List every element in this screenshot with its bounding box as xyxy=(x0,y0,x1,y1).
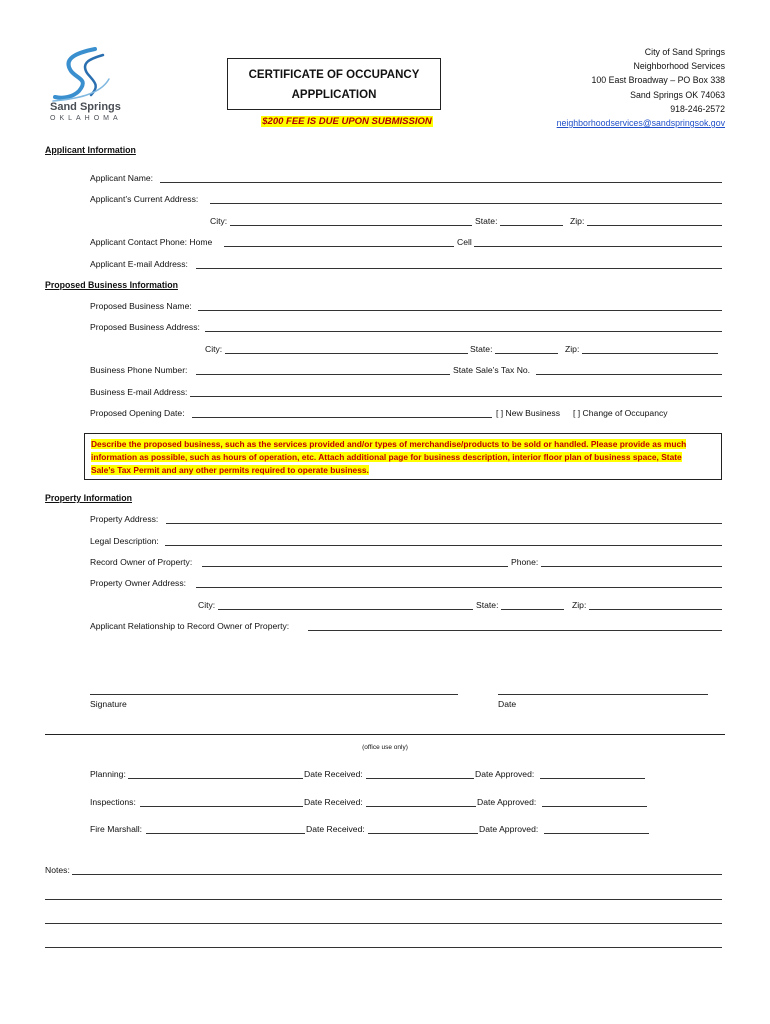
date-label: Date xyxy=(498,699,517,709)
property-address-label: Property Address: xyxy=(90,514,159,524)
swoosh-logo-icon xyxy=(45,45,125,105)
property-heading: Property Information xyxy=(45,493,132,503)
signature-field[interactable] xyxy=(90,694,458,695)
owner-address-label: Property Owner Address: xyxy=(90,578,187,588)
owner-phone-field[interactable] xyxy=(541,566,722,567)
relationship-field[interactable] xyxy=(308,630,722,631)
business-address-field[interactable] xyxy=(205,331,722,332)
applicant-phone-label: Applicant Contact Phone: Home xyxy=(90,237,213,247)
applicant-zip-label: Zip: xyxy=(570,216,585,226)
legal-description-field[interactable] xyxy=(165,545,722,546)
form-title-box xyxy=(227,58,441,110)
property-address-field[interactable] xyxy=(166,523,722,524)
planning-received-field[interactable] xyxy=(366,778,474,779)
applicant-address-label: Applicant’s Current Address: xyxy=(90,194,199,204)
logo-name: Sand Springs xyxy=(50,101,121,113)
office-received-label: Date Received: xyxy=(304,769,363,779)
applicant-email-field[interactable] xyxy=(196,268,722,269)
office-approved-label: Date Approved: xyxy=(477,797,537,807)
legal-description-label: Legal Description: xyxy=(90,536,159,546)
office-approved-label: Date Approved: xyxy=(479,824,539,834)
applicant-city-field[interactable] xyxy=(230,225,472,226)
business-state-label: State: xyxy=(470,344,493,354)
business-zip-label: Zip: xyxy=(565,344,580,354)
applicant-heading: Applicant Information xyxy=(45,145,136,155)
planning-approved-field[interactable] xyxy=(540,778,645,779)
fire-marshall-signoff-field[interactable] xyxy=(146,833,305,834)
contact-block xyxy=(557,45,725,130)
contact-line2: Neighborhood Services xyxy=(633,61,725,72)
business-city-label: City: xyxy=(205,344,223,354)
business-phone-field[interactable] xyxy=(196,374,450,375)
owner-state-field[interactable] xyxy=(501,609,564,610)
office-use-note: (office use only) xyxy=(362,744,408,751)
owner-zip-label: Zip: xyxy=(572,600,587,610)
describe-line3: Sale’s Tax Permit and any other permits required to operate business. xyxy=(91,465,369,475)
notes-line-1[interactable] xyxy=(72,874,722,875)
business-name-field[interactable] xyxy=(198,310,722,311)
applicant-home-phone-field[interactable] xyxy=(224,246,454,247)
form-title-line1: CERTIFICATE OF OCCUPANCY xyxy=(248,69,420,81)
opening-date-label: Proposed Opening Date: xyxy=(90,408,185,418)
owner-address-field[interactable] xyxy=(196,587,722,588)
business-email-field[interactable] xyxy=(190,396,722,397)
signature-label: Signature xyxy=(90,699,127,709)
business-heading: Proposed Business Information xyxy=(45,280,178,290)
applicant-email-label: Applicant E-mail Address: xyxy=(90,259,188,269)
business-state-field[interactable] xyxy=(495,353,558,354)
office-dept-label: Fire Marshall: xyxy=(90,824,143,834)
date-field[interactable] xyxy=(498,694,708,695)
office-dept-label: Planning: xyxy=(90,769,126,779)
form-title-line2: APPPLICATION xyxy=(291,89,377,101)
owner-phone-label: Phone: xyxy=(511,557,539,567)
applicant-address-field[interactable] xyxy=(210,203,722,204)
applicant-city-label: City: xyxy=(210,216,228,226)
inspections-approved-field[interactable] xyxy=(542,806,647,807)
applicant-name-label: Applicant Name: xyxy=(90,173,154,183)
inspections-received-field[interactable] xyxy=(366,806,476,807)
relationship-label: Applicant Relationship to Record Owner of Property: xyxy=(90,621,290,631)
planning-signoff-field[interactable] xyxy=(128,778,303,779)
logo-state: OKLAHOMA xyxy=(50,115,122,122)
describe-line1: Describe the proposed business, such as the services provided and/or types of merchandise/products to be sold or handled. Please provide as much xyxy=(91,439,687,449)
applicant-zip-field[interactable] xyxy=(587,225,722,226)
business-tax-label: State Sale’s Tax No. xyxy=(453,365,531,375)
contact-line3: 100 East Broadway – PO Box 338 xyxy=(591,75,725,86)
inspections-signoff-field[interactable] xyxy=(140,806,303,807)
describe-line2: information as possible, such as hours of operation, etc. Attach additional page for business description, interior floor plan of business space, State xyxy=(91,452,682,462)
describe-box[interactable] xyxy=(84,433,722,480)
applicant-cell-label: Cell xyxy=(457,237,472,247)
notes-line-4[interactable] xyxy=(45,947,722,948)
office-received-label: Date Received: xyxy=(306,824,365,834)
owner-city-label: City: xyxy=(198,600,216,610)
owner-city-field[interactable] xyxy=(218,609,473,610)
business-zip-field[interactable] xyxy=(582,353,718,354)
business-email-label: Business E-mail Address: xyxy=(90,387,188,397)
office-divider xyxy=(45,734,725,735)
office-received-label: Date Received: xyxy=(304,797,363,807)
fire-marshall-approved-field[interactable] xyxy=(544,833,649,834)
office-dept-label: Inspections: xyxy=(90,797,136,807)
applicant-state-field[interactable] xyxy=(500,225,563,226)
applicant-state-label: State: xyxy=(475,216,498,226)
business-name-label: Proposed Business Name: xyxy=(90,301,192,311)
contact-line1: City of Sand Springs xyxy=(644,47,725,57)
business-phone-label: Business Phone Number: xyxy=(90,365,188,375)
office-approved-label: Date Approved: xyxy=(475,769,535,779)
change-occupancy-checkbox[interactable]: [ ] Change of Occupancy xyxy=(573,408,668,418)
owner-zip-field[interactable] xyxy=(589,609,722,610)
applicant-name-field[interactable] xyxy=(160,182,722,183)
contact-email-link[interactable]: neighborhoodservices@sandspringsok.gov xyxy=(556,118,725,129)
business-address-label: Proposed Business Address: xyxy=(90,322,200,332)
contact-phone: 918-246-2572 xyxy=(670,103,725,114)
notes-label: Notes: xyxy=(45,865,70,875)
fee-notice: $200 FEE IS DUE UPON SUBMISSION xyxy=(262,116,432,127)
applicant-cell-field[interactable] xyxy=(474,246,722,247)
city-logo xyxy=(45,45,125,125)
business-tax-field[interactable] xyxy=(536,374,722,375)
fire-marshall-received-field[interactable] xyxy=(368,833,478,834)
record-owner-label: Record Owner of Property: xyxy=(90,557,193,567)
notes-line-3[interactable] xyxy=(45,923,722,924)
opening-date-field[interactable] xyxy=(192,417,492,418)
record-owner-field[interactable] xyxy=(202,566,508,567)
notes-line-2[interactable] xyxy=(45,899,722,900)
owner-state-label: State: xyxy=(476,600,499,610)
contact-line4: Sand Springs OK 74063 xyxy=(630,89,725,100)
new-business-checkbox[interactable]: [ ] New Business xyxy=(496,408,560,418)
business-city-field[interactable] xyxy=(225,353,468,354)
